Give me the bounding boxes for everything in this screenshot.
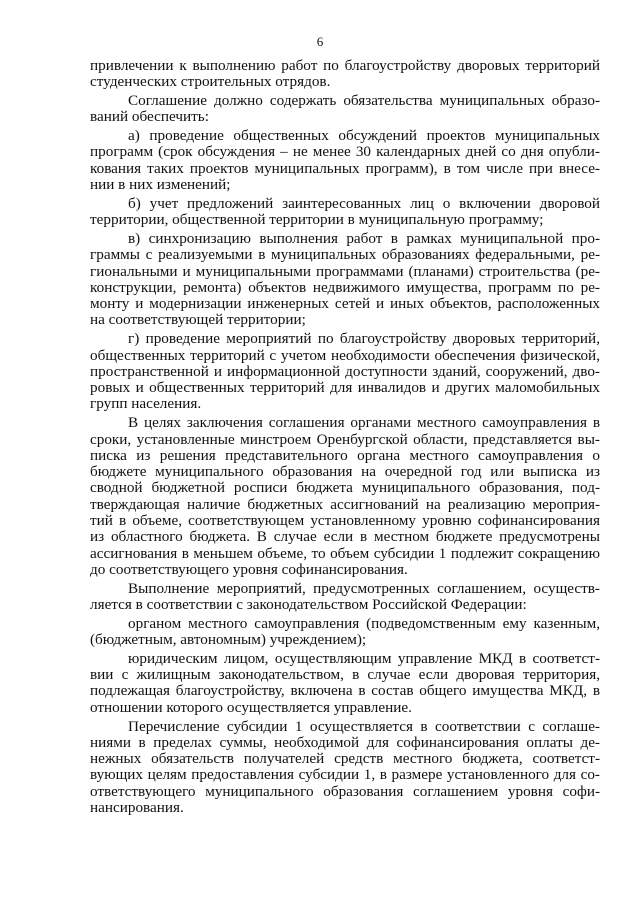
text-line: ниями в пределах суммы, необходимой для софинансирования оплаты де-: [90, 733, 600, 751]
text-line: конструкции, ремонта) объектов недвижимого имущества, программ по ре-: [90, 278, 600, 296]
text-line: ляется в соответствии с законодательством Российской Федерации:: [90, 596, 527, 613]
text-line: из областного бюджета. В случае если в местном бюджете предусмотрены: [90, 528, 600, 546]
text-line: нансирования.: [90, 799, 184, 817]
text-line: Перечисление субсидии 1 осуществляется в соответствии с соглаше-: [128, 717, 600, 735]
text-line: граммы с реализуемыми в муниципальных образованиях федеральными, ре-: [90, 246, 600, 264]
text-line: в) синхронизацию выполнения работ в рамках муниципальной про-: [128, 229, 600, 247]
paragraph: [90, 231, 600, 329]
paragraph: [90, 128, 600, 193]
text-line: ваний обеспечить:: [90, 108, 209, 126]
text-line: г) проведение мероприятий по благоустройству дворовых территорий,: [128, 330, 600, 348]
text-line: групп населения.: [90, 395, 202, 413]
text-line: гиональными и муниципальными программами (планами) строительства (ре-: [90, 262, 600, 280]
text-line: кования таких проектов муниципальных программ), в том числе при внесе-: [90, 159, 600, 177]
text-line: нии в них изменений;: [90, 176, 231, 194]
text-line: до соответствующего уровня софинансирования.: [90, 560, 408, 578]
text-line: Выполнение мероприятий, предусмотренных соглашением, осуществ-: [128, 579, 600, 597]
text-line: ровых и общественных территорий для инвалидов и других маломобильных: [90, 379, 600, 397]
text-line: отношении которого осуществляется управление.: [90, 698, 412, 716]
text-line: органом местного самоуправления (подведомственным ему казенным,: [128, 614, 600, 632]
text-line: а) проведение общественных обсуждений проектов муниципальных: [128, 127, 600, 145]
text-line: монту и модернизации инженерных сетей и иных объектов, расположенных: [90, 295, 600, 313]
paragraph: [90, 719, 600, 817]
text-line: сводной бюджетной росписи бюджета муниципального образования, под-: [90, 479, 600, 497]
text-line: юридическим лицом, осуществляющим управление МКД в соответст-: [128, 649, 600, 667]
text-line: нежных обязательств получателей средств местного бюджета, соответст-: [90, 750, 600, 768]
text-line: Соглашение должно содержать обязательства муниципальных образо-: [128, 92, 600, 110]
text-line: В целях заключения соглашения органами местного самоуправления в: [128, 414, 600, 432]
paragraph: [90, 93, 600, 126]
text-line: общественных территорий с учетом необходимости обеспечения физической,: [90, 346, 600, 364]
document-body: [90, 58, 600, 816]
paragraph: [90, 616, 600, 649]
text-line: бюджете муниципального образования на очередной год или выписка из: [90, 463, 600, 481]
paragraph: [90, 581, 600, 614]
text-line: пространственной и информационной доступности зданий, сооружений, дво-: [90, 362, 600, 380]
text-line: тверждающая наличие бюджетных ассигнований на реализацию мероприя-: [90, 495, 600, 513]
paragraph: [90, 415, 600, 578]
paragraph: [90, 196, 600, 229]
paragraph: [90, 331, 600, 412]
text-line: ассигнования в меньшем объеме, то объем субсидии 1 подлежит сокращению: [90, 544, 600, 562]
page-number: 6: [316, 34, 324, 49]
text-line: привлечении к выполнению работ по благоустройству дворовых территорий: [90, 57, 600, 74]
paragraph: [90, 58, 600, 91]
text-line: вии с жилищным законодательством, в случае если дворовая территория,: [90, 666, 600, 684]
text-line: (бюджетным, автономным) учреждением);: [90, 631, 367, 649]
paragraph: [90, 651, 600, 716]
text-line: программ (срок обсуждения – не менее 30 календарных дней со дня опубли-: [90, 143, 600, 161]
text-line: сроки, установленные минстроем Оренбургской области, представляется вы-: [90, 430, 600, 448]
text-line: территории, общественной территории в муниципальную программу;: [90, 211, 544, 229]
text-line: подлежащая благоустройству, включена в состав общего имущества МКД, в: [90, 682, 600, 700]
text-line: студенческих строительных отрядов.: [90, 73, 331, 91]
text-line: вующих целям предоставления субсидии 1, в размере установленного для со-: [90, 766, 600, 784]
text-line: на соответствующей территории;: [90, 311, 306, 329]
text-line: тий в объеме, соответствующем установленному уровню софинансирования: [90, 512, 600, 530]
text-line: ответствующего муниципального образования соглашением уровня софи-: [90, 782, 600, 800]
text-line: б) учет предложений заинтересованных лиц о включении дворовой: [128, 194, 600, 212]
text-line: писка из решения представительного органа местного самоуправления о: [90, 446, 600, 464]
